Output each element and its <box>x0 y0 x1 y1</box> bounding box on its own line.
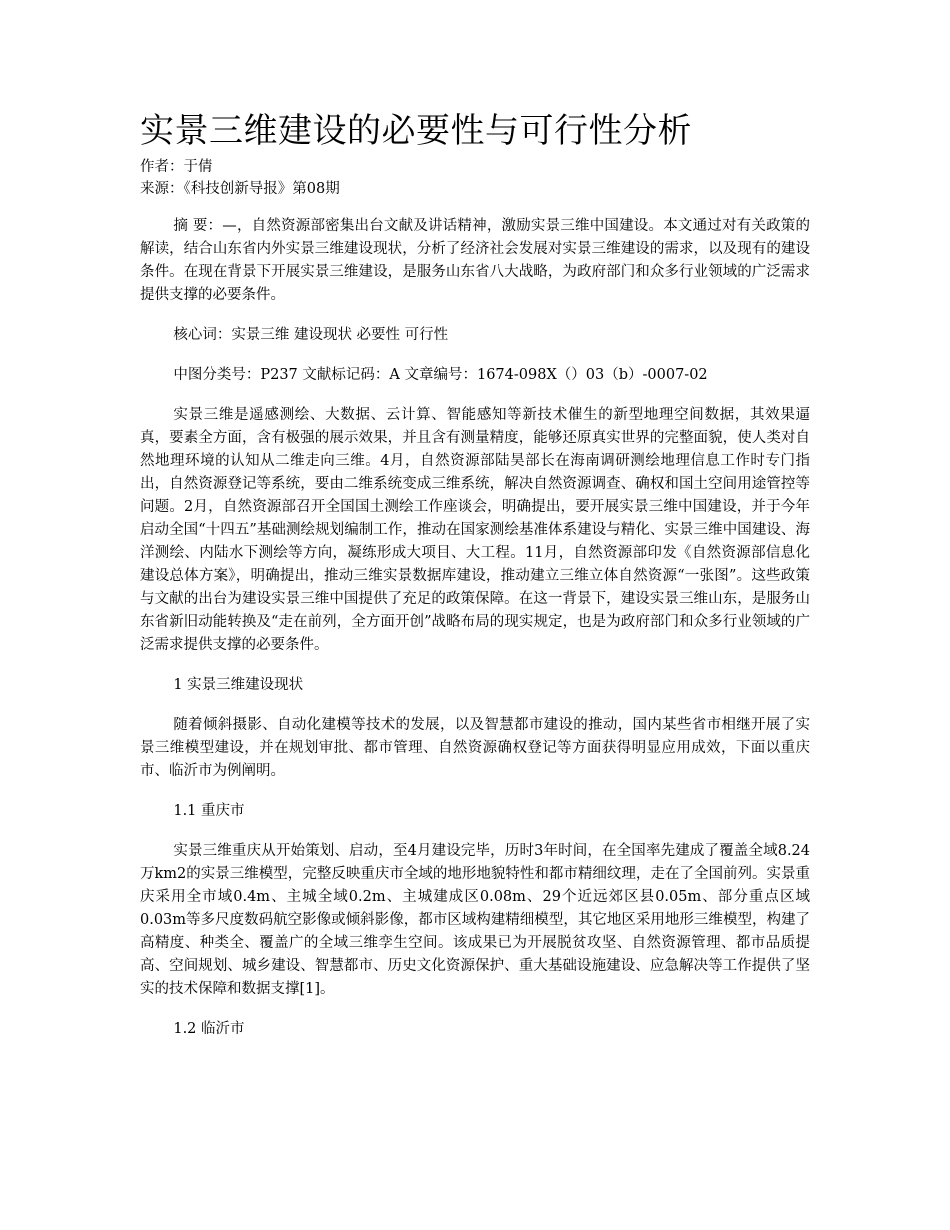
intro-paragraph: 实景三维是遥感测绘、大数据、云计算、智能感知等新技术催生的新型地理空间数据，其效果逼真，要素全方面，含有极强的展示效果，并且含有测量精度，能够还原真实世界的完整面貌，使人类对自然地理环境的认知从二维走向三维。4月，自然资源部陆昊部长在海南调研测绘地理信息工作时专门指出，自然资源登记等系统，要由二维系统变成三维系统，解决自然资源调查、确权和国土空间用途管控等问题。2月，自然资源部召开全国国土测绘工作座谈会，明确提出，要开展实景三维中国建设，并于今年启动全国“十四五”基础测绘规划编制工作，推动在国家测绘基准体系建设与精化、实景三维中国建设、海洋测绘、内陆水下测绘等方向，凝练形成大项目、大工程。11月，自然资源部印发《自然资源部信息化建设总体方案》，明确提出，推动三维实景数据库建设，推动建立三维立体自然资源“一张图”。这些政策与文献的出台为建设实景三维中国提供了充足的政策保障。在这一背景下，建设实景三维山东，是服务山东省新旧动能转换及“走在前列，全方面开创”战略布局的现实规定，也是为政府部门和众多行业领域的广泛需求提供支撑的必要条件。 <box>140 407 810 653</box>
section-1-2-heading: 1.2 临沂市 <box>173 1021 245 1037</box>
article-author: 作者：于倩 <box>140 159 213 175</box>
article-meta <box>140 156 810 200</box>
classification-paragraph: 中图分类号：P237 文献标记码：A 文章编号：1674-098X（）03（b）-0007-02 <box>173 367 708 383</box>
article-source: 来源：《科技创新导报》第08期 <box>140 181 340 197</box>
section-1-1-paragraph: 实景三维重庆从开始策划、启动，至4月建设完毕，历时3年时间，在全国率先建成了覆盖全域8.24万km2的实景三维模型，完整反映重庆市全域的地形地貌特性和都市精细纹理，走在了全国前列。实景重庆采用全市域0.4m、主城全域0.2m、主城建成区0.08m、29个近远郊区县0.05m、部分重点区域0.03m等多尺度数码航空影像或倾斜影像，都市区域构建精细模型，其它地区采用地形三维模型，构建了高精度、种类全、覆盖广的全域三维孪生空间。该成果已为开展脱贫攻坚、自然资源管理、都市品质提高、空间规划、城乡建设、智慧都市、历史文化资源保护、重大基础设施建设、应急解决等工作提供了坚实的技术保障和数据支撑[1]。 <box>140 843 810 997</box>
article-title: 实景三维建设的必要性与可行性分析 <box>140 111 692 151</box>
section-1-heading: 1 实景三维建设现状 <box>173 677 304 693</box>
document-page <box>140 108 810 1058</box>
section-1-1-heading: 1.1 重庆市 <box>173 803 245 819</box>
keywords-paragraph: 核心词：实景三维 建设现状 必要性 可行性 <box>173 327 449 343</box>
abstract-paragraph: 摘 要：—，自然资源部密集出台文献及讲话精神，激励实景三维中国建设。本文通过对有关政策的解读，结合山东省内外实景三维建设现状，分析了经济社会发展对实景三维建设的需求，以及现有的建设条件。在现在背景下开展实景三维建设，是服务山东省八大战略，为政府部门和众多行业领域的广泛需求提供支撑的必要条件。 <box>140 218 810 303</box>
section-1-paragraph: 随着倾斜摄影、自动化建模等技术的发展，以及智慧都市建设的推动，国内某些省市相继开展了实景三维模型建设，并在规划审批、都市管理、自然资源确权登记等方面获得明显应用成效，下面以重庆市、临沂市为例阐明。 <box>140 717 810 779</box>
